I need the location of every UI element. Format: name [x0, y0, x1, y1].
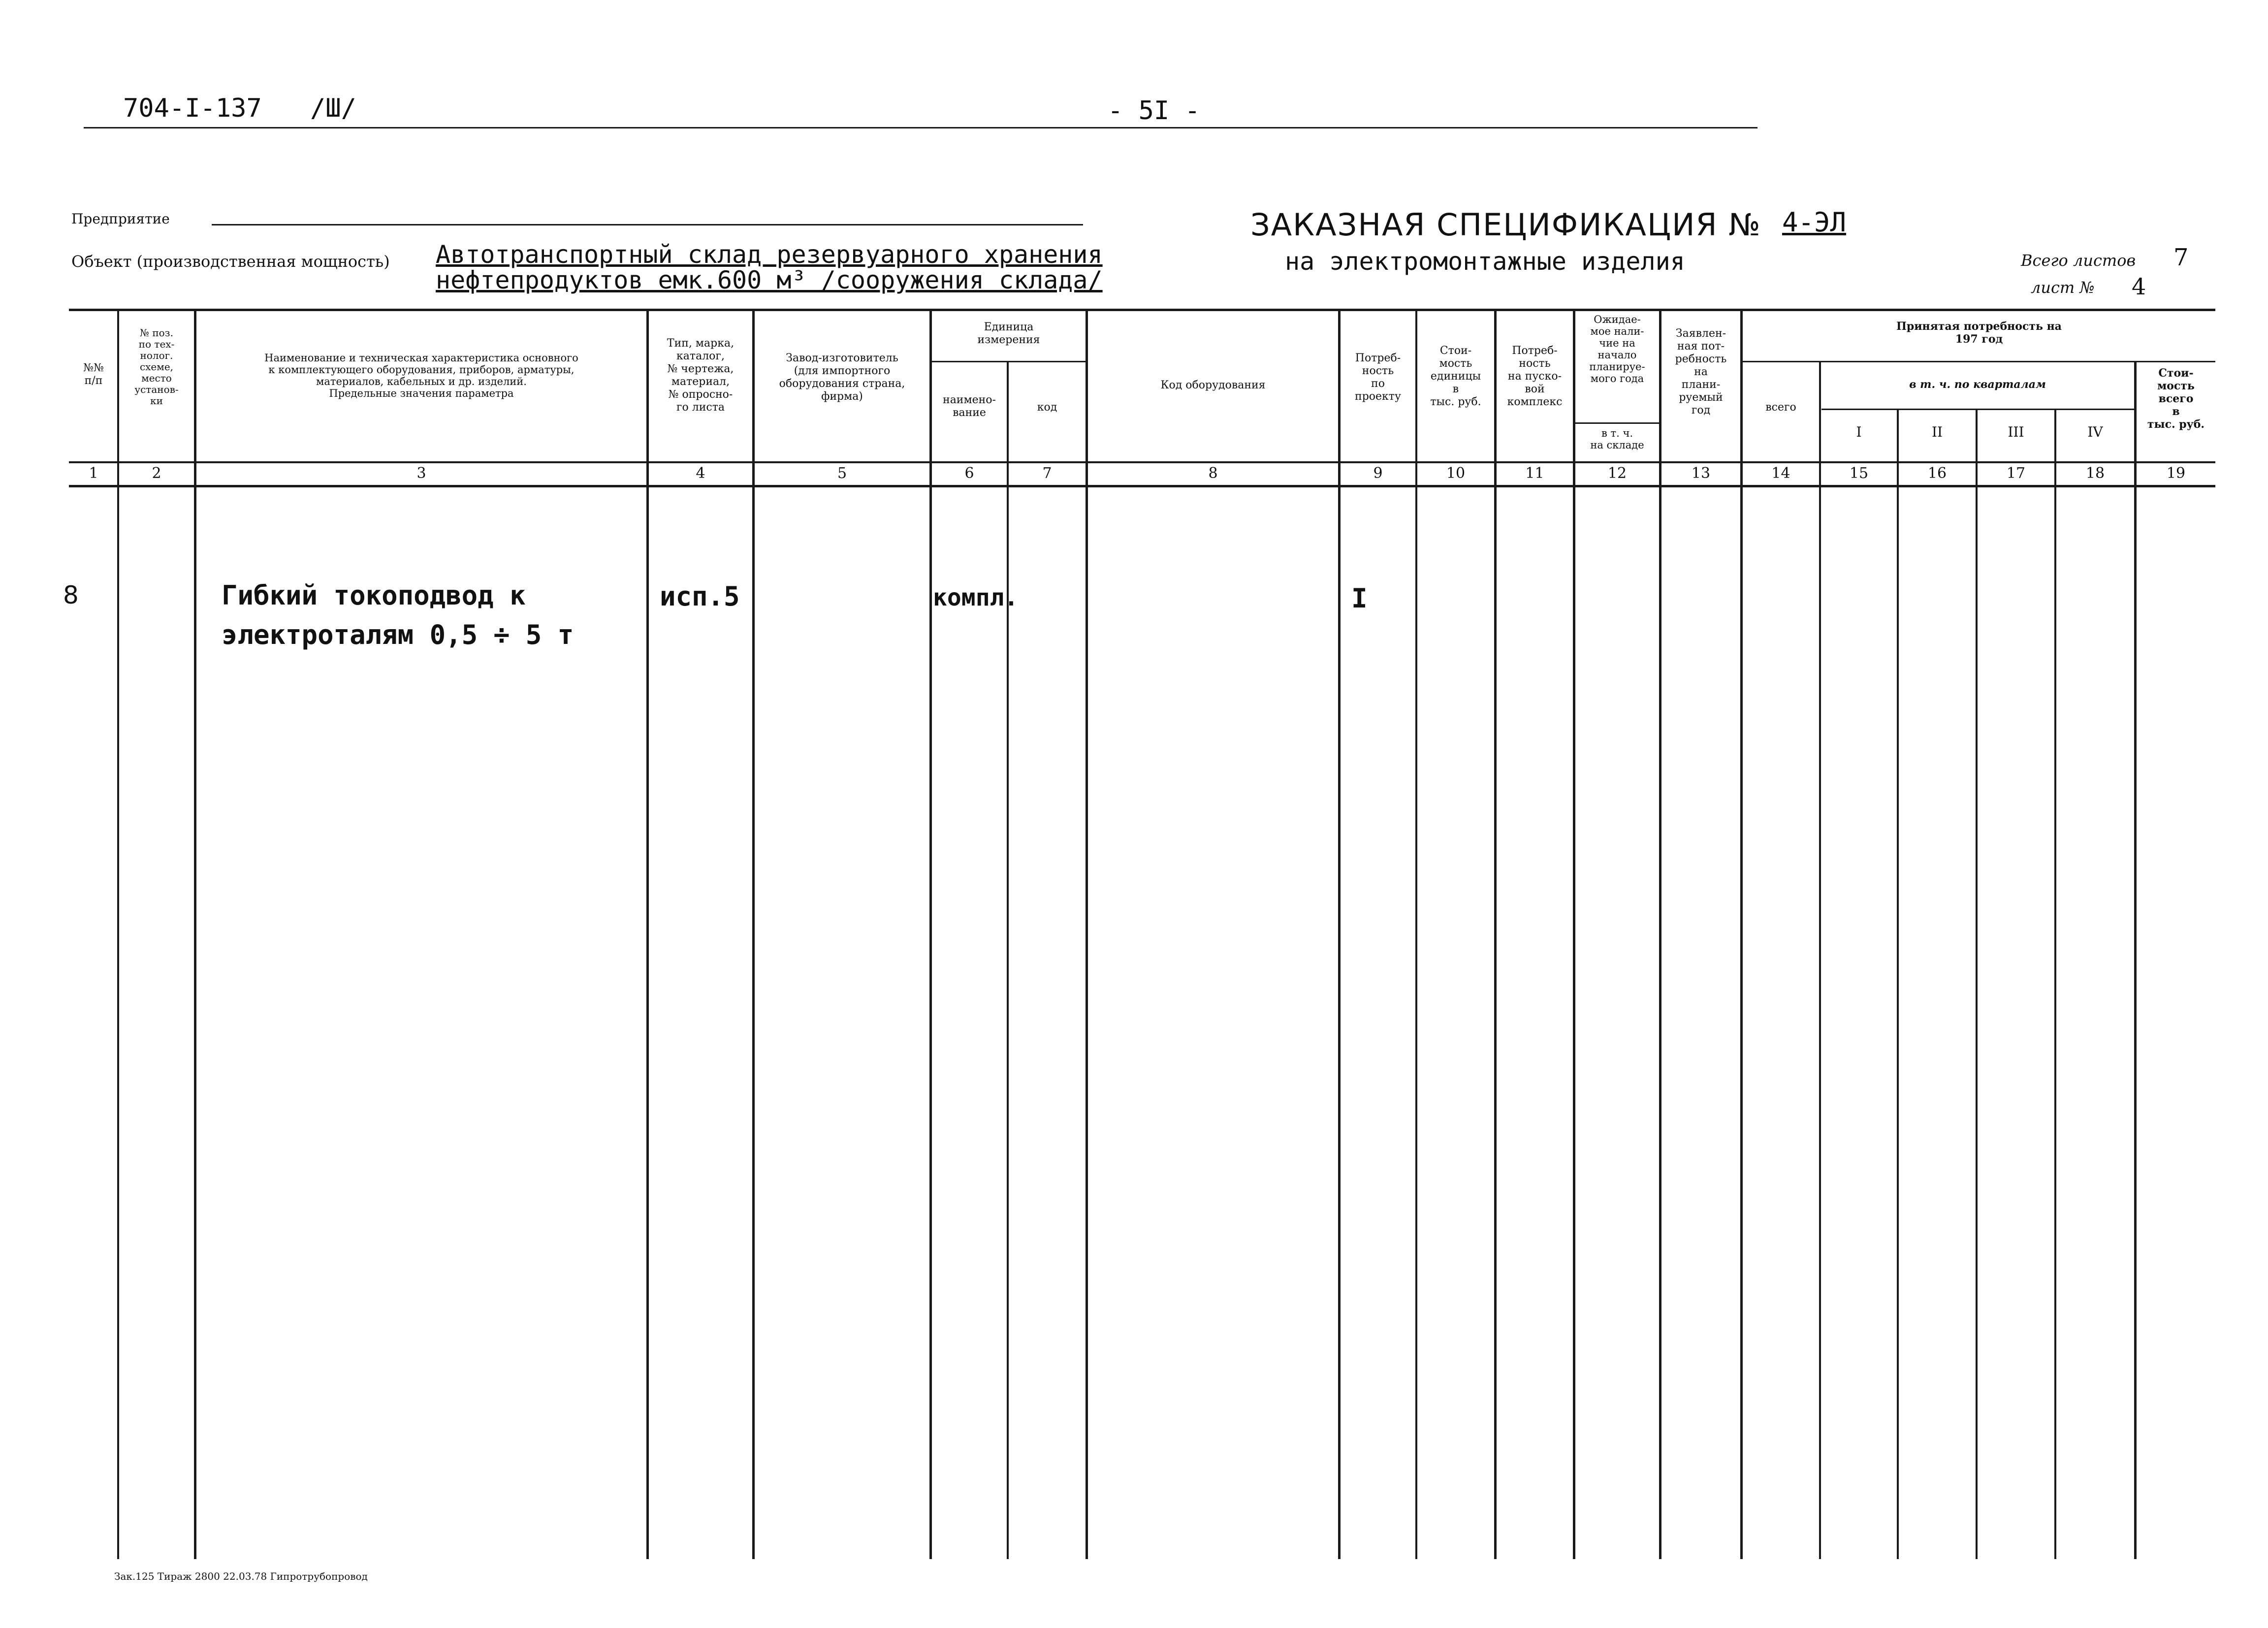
footer-print-info: Зак.125 Тираж 2800 22.03.78 Гипротрубопровод	[114, 1570, 368, 1582]
top-rule	[84, 127, 1757, 128]
row-type: исп.5	[660, 581, 740, 612]
col-border	[1819, 361, 1821, 1559]
col-border	[752, 309, 755, 1559]
header-col12-bottom: в т. ч. на складе	[1590, 427, 1644, 451]
col-border	[646, 309, 649, 1559]
column-number: 2	[152, 465, 161, 482]
header-accepted-group: Принятая потребность на 197 год	[1896, 320, 2062, 346]
header-col4: Тип, марка, каталог, № чертежа, материал, № опросно- го листа	[667, 337, 735, 414]
col-border	[117, 309, 119, 1559]
enterprise-label: Предприятие	[71, 211, 170, 227]
spec-number: 4-ЭЛ	[1782, 207, 1847, 238]
header-col7: код	[1037, 401, 1057, 414]
enterprise-underline	[212, 224, 1083, 225]
column-number: 15	[1849, 465, 1869, 482]
column-number-row-top	[69, 461, 2215, 463]
header-q1: I	[1856, 424, 1862, 440]
col-border	[1338, 309, 1341, 1559]
spec-title: ЗАКАЗНАЯ СПЕЦИФИКАЦИЯ №	[1250, 207, 1761, 243]
column-number: 4	[696, 465, 705, 482]
col12-divider	[1575, 422, 1659, 424]
column-number: 19	[2166, 465, 2186, 482]
header-col1: №№ п/п	[83, 362, 104, 387]
row-name-line1: Гибкий токоподвод к	[222, 580, 526, 611]
document-code-suffix: /Ш/	[310, 94, 356, 123]
col-border	[1740, 309, 1743, 1559]
column-number: 3	[416, 465, 426, 482]
col-border	[2134, 361, 2137, 1559]
column-number: 16	[1927, 465, 1947, 482]
document-code: 704-I-137	[123, 94, 262, 123]
column-number: 13	[1691, 465, 1711, 482]
column-number: 10	[1446, 465, 1466, 482]
object-line2: нефтепродуктов емк.600 м³ /сооружения склада/	[436, 266, 1103, 294]
header-col6: наимено- вание	[943, 394, 996, 419]
header-q4: IV	[2087, 424, 2103, 440]
column-number: 14	[1771, 465, 1790, 482]
column-number: 11	[1525, 465, 1544, 482]
object-line1: Автотранспортный склад резервуарного хранения	[436, 240, 1103, 269]
column-number: 7	[1042, 465, 1052, 482]
col-border	[194, 309, 196, 1559]
header-col13: Заявлен- ная пот- ребность на плани- руемый год	[1675, 327, 1727, 416]
header-col12-top: Ожидае- мое нали- чие на начало планируе- мого года	[1589, 314, 1645, 384]
object-label: Объект (производственная мощность)	[71, 252, 390, 271]
unit-group-divider	[930, 361, 1088, 362]
header-col2: № поз. по тех- нолог. схеме, место установ- ки	[134, 327, 179, 407]
column-number: 17	[2006, 465, 2026, 482]
col-border	[1976, 409, 1978, 1559]
header-col9: Потреб- ность по проекту	[1355, 352, 1401, 403]
row-unit: компл.	[933, 584, 1019, 611]
col-border	[2054, 409, 2056, 1559]
spec-subtitle: на электромонтажные изделия	[1285, 247, 1685, 276]
header-q3: III	[2008, 424, 2024, 440]
sheet-label: лист №	[2031, 278, 2095, 297]
quarters-group-divider	[1821, 409, 2137, 410]
row-number: 8	[63, 581, 79, 609]
row-quantity: I	[1351, 583, 1368, 614]
sheet-value: 4	[2132, 273, 2146, 300]
col-border	[1494, 309, 1497, 1559]
header-col5: Завод-изготовитель (для импортного оборудования страна, фирма)	[779, 352, 905, 403]
col-border	[929, 309, 932, 1559]
header-q2: II	[1931, 424, 1943, 440]
header-col8: Код оборудования	[1160, 379, 1266, 391]
page-number: - 5I -	[1108, 96, 1200, 126]
header-col10: Стои- мость единицы в тыс. руб.	[1430, 345, 1481, 408]
header-unit-group: Единица измерения	[977, 321, 1040, 346]
header-col11: Потреб- ность на пуско- вой комплекс	[1507, 345, 1563, 408]
total-sheets-value: 7	[2173, 244, 2189, 271]
col-border	[1897, 409, 1899, 1559]
column-number: 18	[2085, 465, 2105, 482]
column-number: 8	[1208, 465, 1218, 482]
header-col3: Наименование и техническая характеристика основного к комплектующего оборудования, приборов, арматуры, материалов, кабельных и др. изделий. Предельные значения параметра	[264, 352, 578, 399]
accepted-group-divider	[1743, 361, 2215, 362]
header-col14: всего	[1765, 401, 1796, 414]
total-sheets-label: Всего листов	[2021, 251, 2136, 270]
row-name-line2: электроталям 0,5 ÷ 5 т	[222, 619, 574, 650]
column-number: 6	[964, 465, 974, 482]
col-border	[1086, 309, 1088, 1559]
column-number: 12	[1607, 465, 1627, 482]
col-border	[1573, 309, 1575, 1559]
col-border	[1659, 309, 1661, 1559]
header-quarters-group: в т. ч. по кварталам	[1909, 378, 2046, 391]
col-border	[1007, 361, 1009, 1559]
header-col19: Стои- мость всего в тыс. руб.	[2147, 367, 2205, 431]
column-number: 1	[89, 465, 98, 482]
column-number-row-bottom	[69, 485, 2215, 487]
column-number: 9	[1373, 465, 1383, 482]
col-border	[1415, 309, 1417, 1559]
table-top-border	[69, 309, 2215, 311]
column-number: 5	[837, 465, 847, 482]
